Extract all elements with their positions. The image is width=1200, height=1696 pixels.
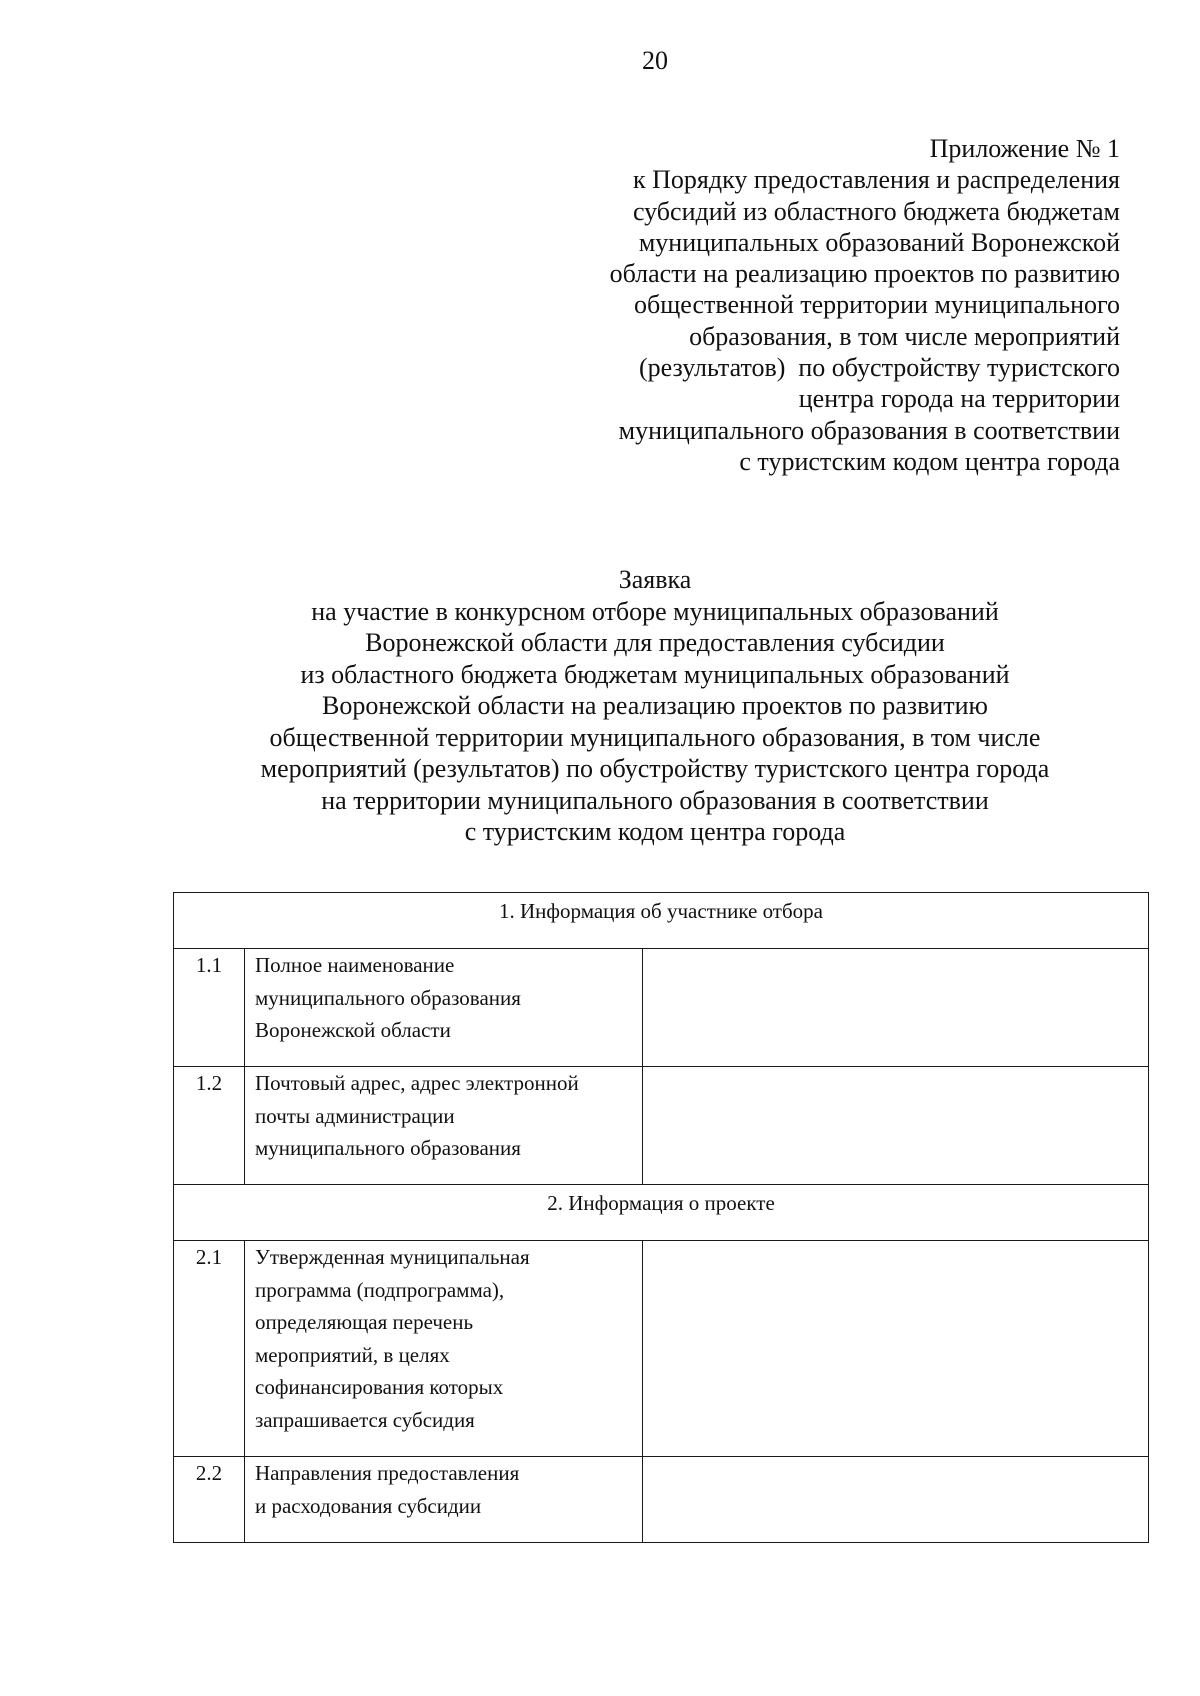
appendix-line: муниципальных образований Воронежской: [638, 227, 1120, 257]
request-line: Воронежской области для предоставления субсидии: [365, 628, 945, 657]
row-number: 2.1: [174, 1241, 245, 1457]
request-line: Воронежской области на реализацию проектов по развитию: [322, 691, 988, 720]
appendix-line: центра города на территории: [798, 384, 1120, 414]
request-line: общественной территории муниципального образования, в том числе: [269, 722, 1041, 752]
table-row: [174, 1067, 1149, 1185]
request-line: из областного бюджета бюджетам муниципальных образований: [300, 659, 1010, 689]
row-number: 1.1: [174, 949, 245, 1067]
row-value-field[interactable]: [643, 1067, 1149, 1185]
appendix-line: образования, в том числе мероприятий: [689, 321, 1120, 351]
appendix-line: с туристским кодом центра города: [739, 446, 1120, 476]
row-label: Почтовый адрес, адрес электронной почты администрации муниципального образования: [245, 1067, 643, 1185]
appendix-line: (результатов) по обустройству туристского: [638, 353, 1120, 383]
appendix-line: субсидий из областного бюджета бюджетам: [632, 196, 1120, 226]
row-label: Утвержденная муниципальная программа (подпрограмма), определяющая перечень мероприятий, в целях софинансирования которых запрашивается субсидия: [245, 1241, 643, 1457]
table-row: [174, 1457, 1149, 1543]
row-number: 1.2: [174, 1067, 245, 1185]
row-number: 2.2: [174, 1457, 245, 1543]
appendix-line: муниципального образования в соответствии: [618, 415, 1120, 445]
section-title: 1. Информация об участнике отбора: [174, 893, 1149, 949]
appendix-line: общественной территории муниципального: [634, 290, 1120, 320]
row-value-field[interactable]: [643, 1241, 1149, 1457]
row-label: Направления предоставления и расходования субсидии: [245, 1457, 643, 1543]
appendix-line: области на реализацию проектов по развитию: [609, 259, 1120, 289]
row-label: Полное наименование муниципального образования Воронежской области: [245, 949, 643, 1067]
request-line: с туристским кодом центра города: [464, 817, 846, 846]
appendix-line: Приложение № 1: [929, 134, 1120, 163]
row-value-field[interactable]: [643, 949, 1149, 1067]
section-title: 2. Информация о проекте: [174, 1185, 1149, 1241]
request-line: на участие в конкурсном отборе муниципальных образований: [311, 596, 999, 626]
table-row: [174, 1241, 1149, 1457]
request-title: [150, 564, 1160, 848]
request-line: на территории муниципального образования в соответствии: [321, 785, 989, 815]
application-form-table: [173, 892, 1149, 1543]
section-header-row: [174, 1185, 1149, 1241]
request-line: мероприятий (результатов) по обустройству туристского центра города: [260, 754, 1050, 783]
appendix-header: [480, 133, 1120, 477]
table-row: [174, 949, 1149, 1067]
row-value-field[interactable]: [643, 1457, 1149, 1543]
request-line: Заявка: [618, 565, 692, 594]
appendix-line: к Порядку предоставления и распределения: [632, 165, 1120, 195]
section-header-row: [174, 893, 1149, 949]
page-number: 20: [642, 46, 668, 75]
